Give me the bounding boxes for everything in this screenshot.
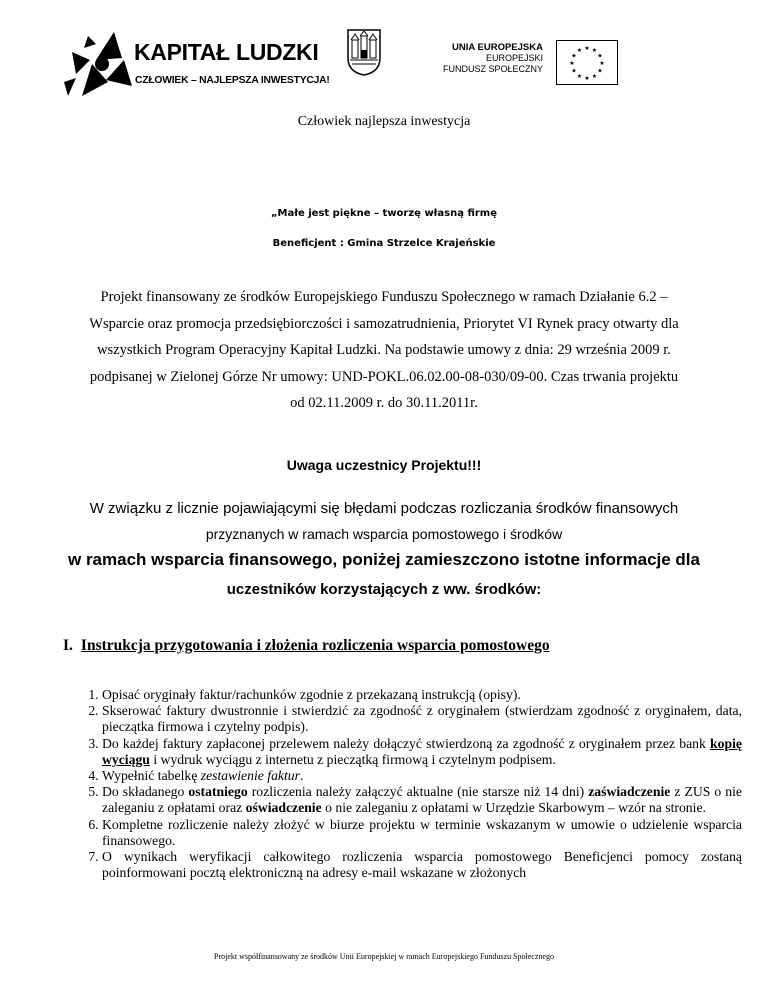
ue-line-3: FUNDUSZ SPOŁECZNY xyxy=(442,64,543,74)
section-number: I. xyxy=(63,637,73,654)
notice-line-4: uczestników korzystających z ww. środków: xyxy=(226,581,542,598)
municipality-crest-icon xyxy=(346,28,382,76)
svg-text:★: ★ xyxy=(571,52,577,60)
header xyxy=(0,20,768,100)
svg-text:★: ★ xyxy=(576,73,583,80)
invoice-summary-term: zestawienie faktur xyxy=(200,768,300,784)
project-info-line: Projekt finansowany ze środków Europejskiego Funduszu Społecznego w ramach Działanie 6.2 – xyxy=(100,289,668,305)
svg-text:★: ★ xyxy=(576,47,583,54)
svg-text:★: ★ xyxy=(599,60,605,67)
kapital-ludzki-star-icon xyxy=(62,30,134,100)
notice-line-2: przyznanych w ramach wsparcia pomostowego i środków xyxy=(205,526,563,542)
svg-text:★: ★ xyxy=(569,60,575,67)
section-title: Instrukcja przygotowania i złożenia rozliczenia wsparcia pomostowego xyxy=(80,637,550,654)
svg-text:★: ★ xyxy=(597,67,603,75)
notice-line-3: w ramach wsparcia finansowego, poniżej zamieszczono istotne informacje dla xyxy=(68,550,700,569)
list-item: 7. O wynikach weryfikacji całkowitego rozliczenia wsparcia pomostowego Beneficjenci pomocy zostaną poinformowani pocztą elektroniczną na adresy e-mail wskazane w złożonych xyxy=(102,849,742,881)
kapital-ludzki-subtitle: CZŁOWIEK – NAJLEPSZA INWESTYCJA! xyxy=(135,75,330,86)
project-info-line: Wsparcie oraz promocja przedsiębiorczości i samozatrudnienia, Priorytet VI Rynek pracy otwarty dla xyxy=(89,315,679,332)
beneficiary: Beneficjent : Gmina Strzelce Krajeńskie xyxy=(272,238,496,249)
project-info xyxy=(48,284,720,417)
notice-line-1: W związku z licznie pojawiającymi się błędami podczas rozliczania środków finansowych xyxy=(89,500,679,517)
footer: Projekt współfinansowany ze środków Unii Europejskiej w ramach Europejskiego Funduszu Społecznego xyxy=(214,952,554,961)
list-item: 5. Do składanego ostatniego rozliczenia należy załączyć aktualne (nie starsze niż 14 dni) zaświadczenie z ZUS o nie zaleganiu z opłatami oraz oświadczenie o nie zaleganiu z opłatami w Urzędzie Skarbowym – wzór na stronie. xyxy=(102,784,742,816)
project-name: „Małe jest piękne – tworzę własną firmę xyxy=(270,208,497,219)
motto: Człowiek najlepsza inwestycja xyxy=(297,114,471,129)
eu-flag-icon xyxy=(556,40,618,85)
list-item: 4. Wypełnić tabelkę zestawienie faktur. xyxy=(102,768,742,784)
ue-line-2: EUROPEJSKI xyxy=(485,53,543,63)
project-info-line: od 02.11.2009 r. do 30.11.2011r. xyxy=(290,395,478,411)
kapital-ludzki-logo xyxy=(62,30,362,100)
instruction-list xyxy=(82,687,742,881)
list-item: 3. Do każdej faktury zapłaconej przelewem należy dołączyć stwierdzoną za zgodność z oryginałem przez bank kopię wyciągu i wydruk wyciągu z internetu z pieczątką firmową i czytelnym podpisem. xyxy=(102,736,742,768)
ue-line-1: UNIA EUROPEJSKA xyxy=(452,42,543,53)
list-item: 2. Skserować faktury dwustronnie i stwierdzić za zgodność z oryginałem (stwierdzam zgodność z oryginałem, data, pieczątka firmowa i czytelny podpis). xyxy=(102,703,742,735)
svg-text:★: ★ xyxy=(597,52,603,60)
svg-text:★: ★ xyxy=(591,73,598,80)
list-item: 6. Kompletne rozliczenie należy złożyć w biurze projektu w terminie wskazanym w umowie o udzielenie wsparcia finansowego. xyxy=(102,817,742,849)
list-item: 1. Opisać oryginały faktur/rachunków zgodnie z przekazaną instrukcją (opisy). xyxy=(102,687,742,703)
svg-text:★: ★ xyxy=(584,45,590,52)
section-heading xyxy=(63,637,550,655)
svg-text:★: ★ xyxy=(571,67,577,75)
svg-text:★: ★ xyxy=(584,75,590,82)
svg-text:★: ★ xyxy=(591,47,598,54)
eu-fund-text xyxy=(430,42,543,75)
project-info-line: wszystkich Program Operacyjny Kapitał Ludzki. Na podstawie umowy z dnia: 29 września 2009 r. xyxy=(97,342,671,358)
bank-statement-copy: kopię wyciągu xyxy=(102,735,742,767)
notice-heading: Uwaga uczestnicy Projektu!!! xyxy=(286,457,482,473)
project-info-line: podpisanej w Zielonej Górze Nr umowy: UND-POKL.06.02.00-08-030/09-00. Czas trwania projektu xyxy=(89,368,679,385)
kapital-ludzki-title: KAPITAŁ LUDZKI xyxy=(134,39,319,65)
